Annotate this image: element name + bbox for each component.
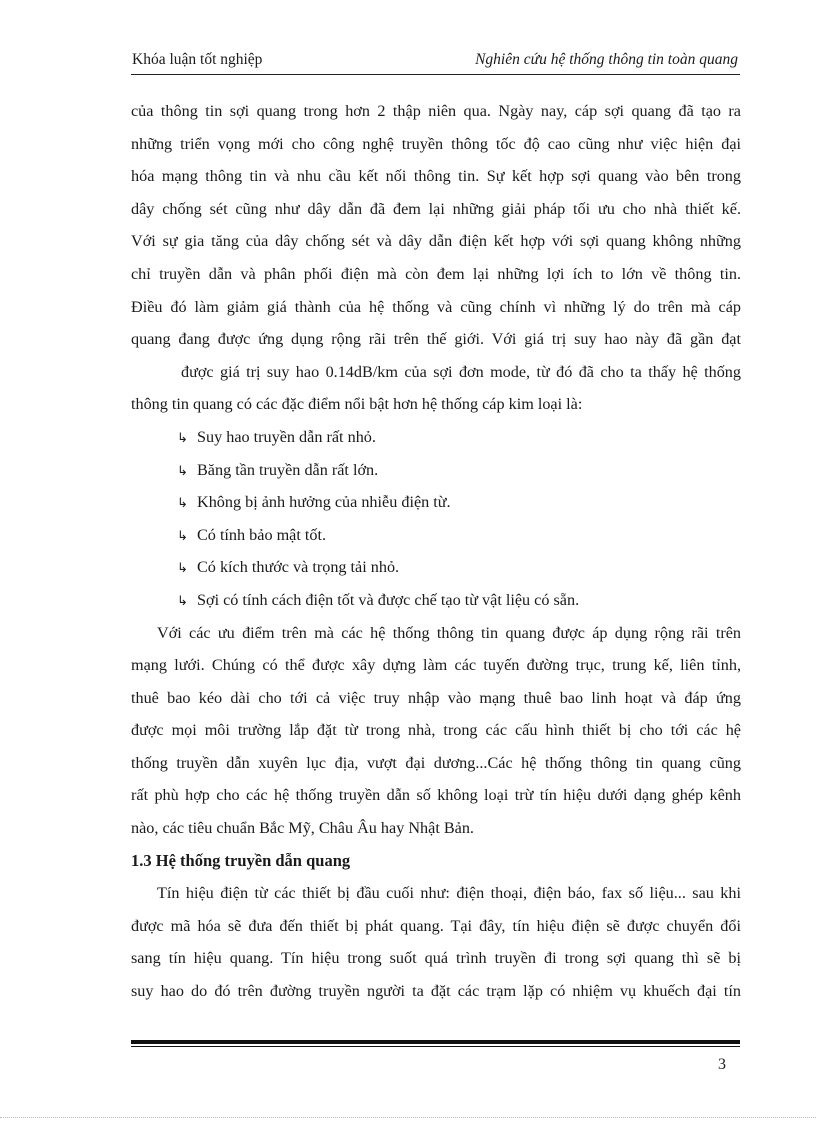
- arrow-bullet-icon: ↳: [177, 496, 188, 512]
- text-line: Điều đó làm giảm giá thành của hệ thống và cũng chính vì những lý do trên mà cáp: [131, 297, 741, 316]
- text-line: dây chống sét cũng như dây dẫn đã đem lại những giải pháp tối ưu cho nhà thiết kế.: [131, 199, 741, 218]
- text-line: rất phù hợp cho các hệ thống truyền dẫn số không loại trừ tín hiệu dưới dạng ghép kênh: [131, 786, 741, 805]
- section-heading: 1.3 Hệ thống truyền dẫn quang: [131, 850, 351, 870]
- text-line: của thông tin sợi quang trong hơn 2 thập niên qua. Ngày nay, cáp sợi quang đã tạo ra: [131, 102, 741, 120]
- header-rule: [131, 74, 740, 75]
- arrow-bullet-icon: ↳: [177, 561, 188, 577]
- text-line: thống truyền dẫn xuyên lục địa, vượt đại dương...Các hệ thống thông tin quang cũng: [131, 753, 741, 772]
- header-left-title: Khóa luận tốt nghiệp: [132, 51, 263, 68]
- body-text: [131, 95, 741, 1008]
- list-item: ↳ Sợi có tính cách điện tốt và được chế tạo từ vật liệu có sẵn.: [131, 584, 741, 617]
- arrow-bullet-icon: ↳: [177, 528, 188, 544]
- page-break-line: [0, 1117, 816, 1118]
- text-line: thông tin quang có các đặc điểm nổi bật hơn hệ thống cáp kim loại là:: [131, 395, 583, 414]
- text-line: suy hao do đó trên đường truyền người ta đặt các trạm lặp có nhiệm vụ khuếch đại tín: [131, 982, 741, 1001]
- footer-rule-thin: [131, 1046, 740, 1047]
- text-line: Với sự gia tăng của dây chống sét và dây dẫn điện kết hợp với sợi quang không những: [131, 232, 741, 251]
- footer-rule-thick: [131, 1040, 740, 1044]
- text-line: nào, các tiêu chuẩn Bắc Mỹ, Châu Âu hay Nhật Bản.: [131, 819, 474, 838]
- list-item: ↳ Có kích thước và trọng tải nhỏ.: [131, 551, 741, 584]
- list-item: ↳ Có tính bảo mật tốt.: [131, 519, 741, 552]
- text-line: những triển vọng mới cho công nghệ truyền thông tốc độ cao cũng như việc hiện đại: [131, 134, 741, 153]
- arrow-bullet-icon: ↳: [177, 593, 188, 609]
- text-line: Tín hiệu điện từ các thiết bị đầu cuối như: điện thoại, điện báo, fax số liệu... sau khi: [157, 884, 741, 903]
- text-line: được mã hóa sẽ đưa đến thiết bị phát quang. Tại đây, tín hiệu điện sẽ được chuyển đổi: [131, 916, 741, 935]
- arrow-bullet-icon: ↳: [177, 463, 188, 479]
- text-line: Với các ưu điểm trên mà các hệ thống thông tin quang được áp dụng rộng rãi trên: [157, 623, 741, 642]
- text-line: sang tín hiệu quang. Tín hiệu trong suốt quá trình truyền đi trong sợi quang thì sẽ bị: [131, 949, 741, 968]
- list-item: ↳ Không bị ảnh hưởng của nhiễu điện từ.: [131, 486, 741, 519]
- list-item: ↳ Băng tần truyền dẫn rất lớn.: [131, 454, 741, 487]
- text-line: thuê bao kéo dài cho tới cả việc truy nhập vào mạng thuê bao linh hoạt và đáp ứng: [131, 688, 741, 707]
- page-number: 3: [718, 1056, 726, 1073]
- text-line: quang đang được ứng dụng rộng rãi trên thế giới. Với giá trị suy hao này đã gần đạt: [131, 330, 741, 349]
- list-item: ↳ Suy hao truyền dẫn rất nhỏ.: [131, 421, 741, 454]
- text-line: được mọi môi trường lắp đặt từ trong nhà, trong các cấu hình thiết bị cho tới các hệ: [131, 721, 741, 740]
- header-right-title: Nghiên cứu hệ thống thông tin toàn quang: [475, 51, 738, 68]
- text-line: hóa mạng thông tin và nhu cầu kết nối thông tin. Sự kết hợp sợi quang vào bên trong: [131, 167, 741, 186]
- text-line: được giá trị suy hao 0.14dB/km của sợi đơn mode, từ đó đã cho ta thấy hệ thống: [181, 362, 741, 381]
- arrow-bullet-icon: ↳: [177, 430, 188, 446]
- text-line: chỉ truyền dẫn và phân phối điện mà còn đem lại những lợi ích to lớn về thông tin.: [131, 264, 741, 283]
- text-line: mạng lưới. Chúng có thể được xây dựng làm các tuyến đường trục, trung kế, liên tỉnh,: [131, 656, 741, 675]
